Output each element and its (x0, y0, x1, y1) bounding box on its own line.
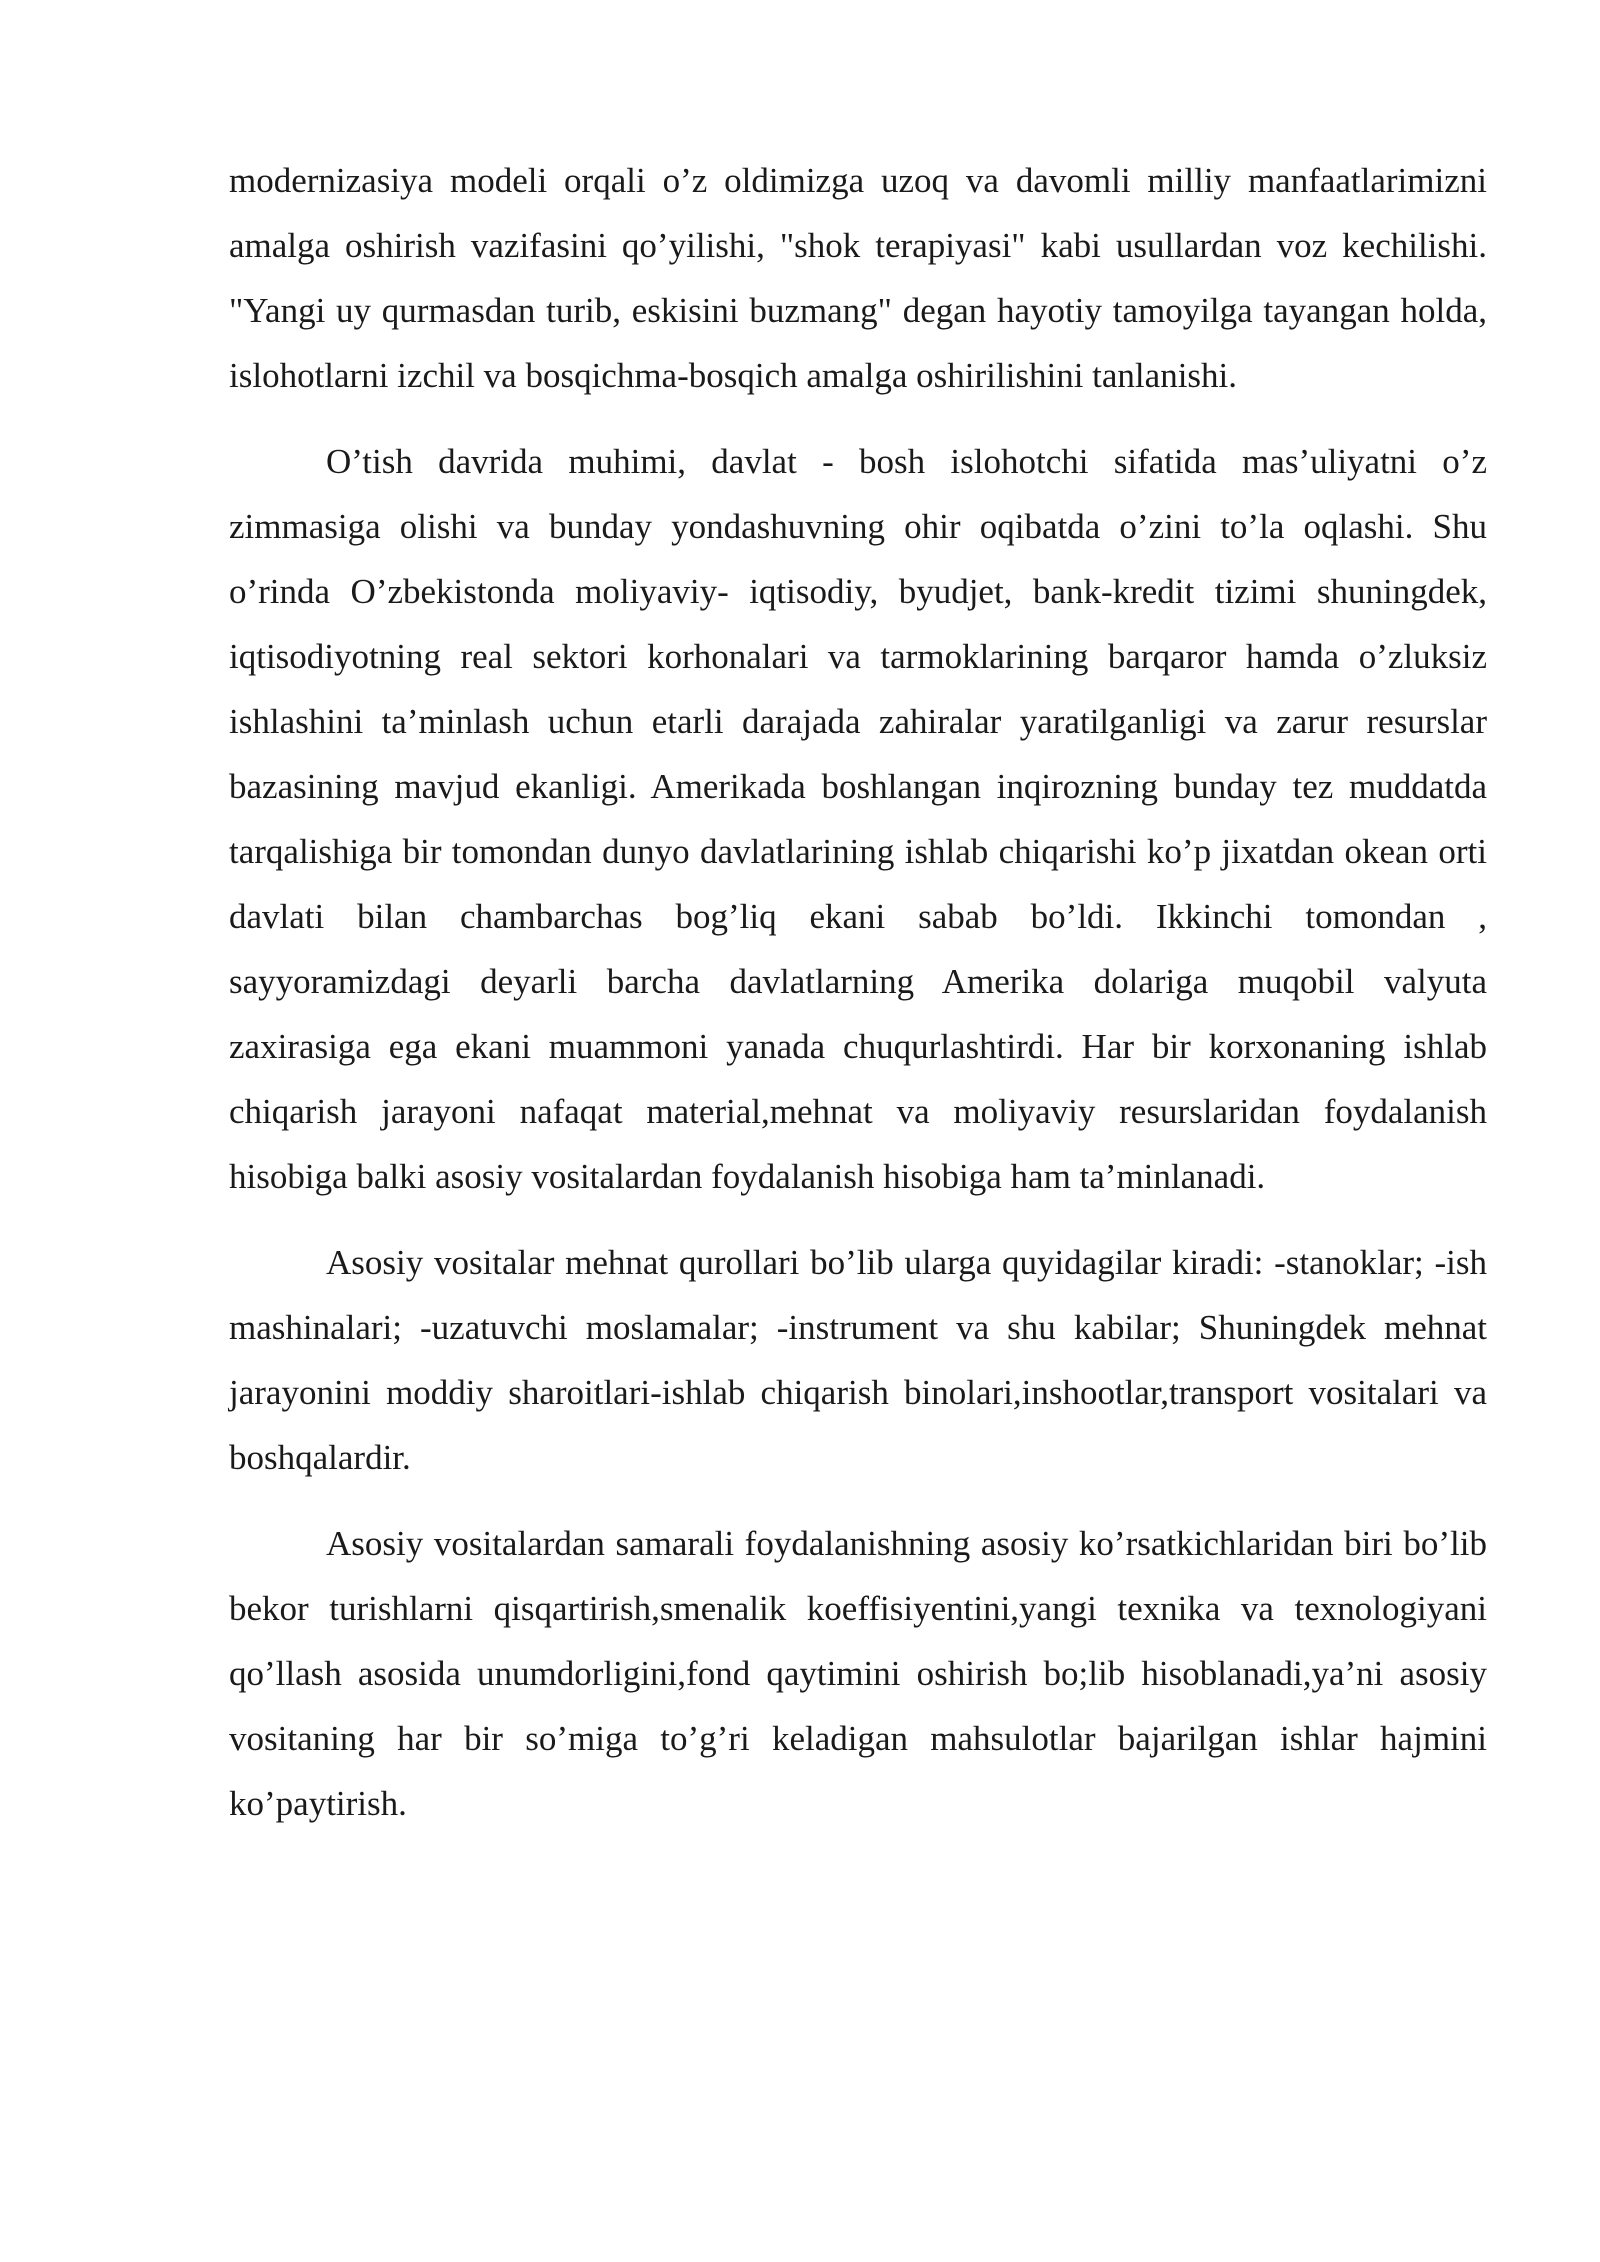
document-body (229, 148, 1487, 1857)
paragraph-3: Asosiy vositalar mehnat qurollari bo’lib ularga quyidagilar kiradi: -stanoklar; -ish mashinalari; -uzatuvchi moslamalar; -instrument va shu kabilar; Shuningdek mehnat jarayonini moddiy sharoitlari-ishlab chiqarish binolari,inshootlar,transport vositalari va boshqalardir. (229, 1243, 1487, 1477)
paragraph-1: modernizasiya modeli orqali o’z oldimizga uzoq va davomli milliy manfaatlarimizni amalga oshirish vazifasini qo’yilishi, "shok terapiyasi" kabi usullardan voz kechilishi. "Yangi uy qurmasdan turib, eskisini buzmang" degan hayotiy tamoyilga tayangan holda, islohotlarni izchil va bosqichma-bosqich amalga oshirilishini tanlanishi. (229, 161, 1487, 395)
paragraph-4: Asosiy vositalardan samarali foydalanishning asosiy ko’rsatkichlaridan biri bo’lib bekor turishlarni qisqartirish,smenalik koeffisiyentini,yangi texnika va texnologiyani qo’llash asosida unumdorligini,fond qaytimini oshirish bo;lib hisoblanadi,ya’ni asosiy vositaning har bir so’miga to’g’ri keladigan mahsulotlar bajarilgan ishlar hajmini ko’paytirish. (229, 1524, 1487, 1823)
paragraph-2: O’tish davrida muhimi, davlat - bosh islohotchi sifatida mas’uliyatni o’z zimmasiga olishi va bunday yondashuvning ohir oqibatda o’zini to’la oqlashi. Shu o’rinda O’zbekistonda moliyaviy- iqtisodiy, byudjet, bank-kredit tizimi shuningdek, iqtisodiyotning real sektori korhonalari va tarmoklarining barqaror hamda o’zluksiz ishlashini ta’minlash uchun etarli darajada zahiralar yaratilganligi va zarur resurslar bazasining mavjud ekanligi. Amerikada boshlangan inqirozning bunday tez muddatda tarqalishiga bir tomondan dunyo davlatlarining ishlab chiqarishi ko’p jixatdan okean orti davlati bilan chambarchas bog’liq ekani sabab bo’ldi. Ikkinchi tomondan , sayyoramizdagi deyarli barcha davlatlarning Amerika dolariga muqobil valyuta zaxirasiga ega ekani muammoni yanada chuqurlashtirdi. Har bir korxonaning ishlab chiqarish jarayoni nafaqat material,mehnat va moliyaviy resurslaridan foydalanish hisobiga balki asosiy vositalardan foydalanish hisobiga ham ta’minlanadi. (229, 442, 1487, 1196)
